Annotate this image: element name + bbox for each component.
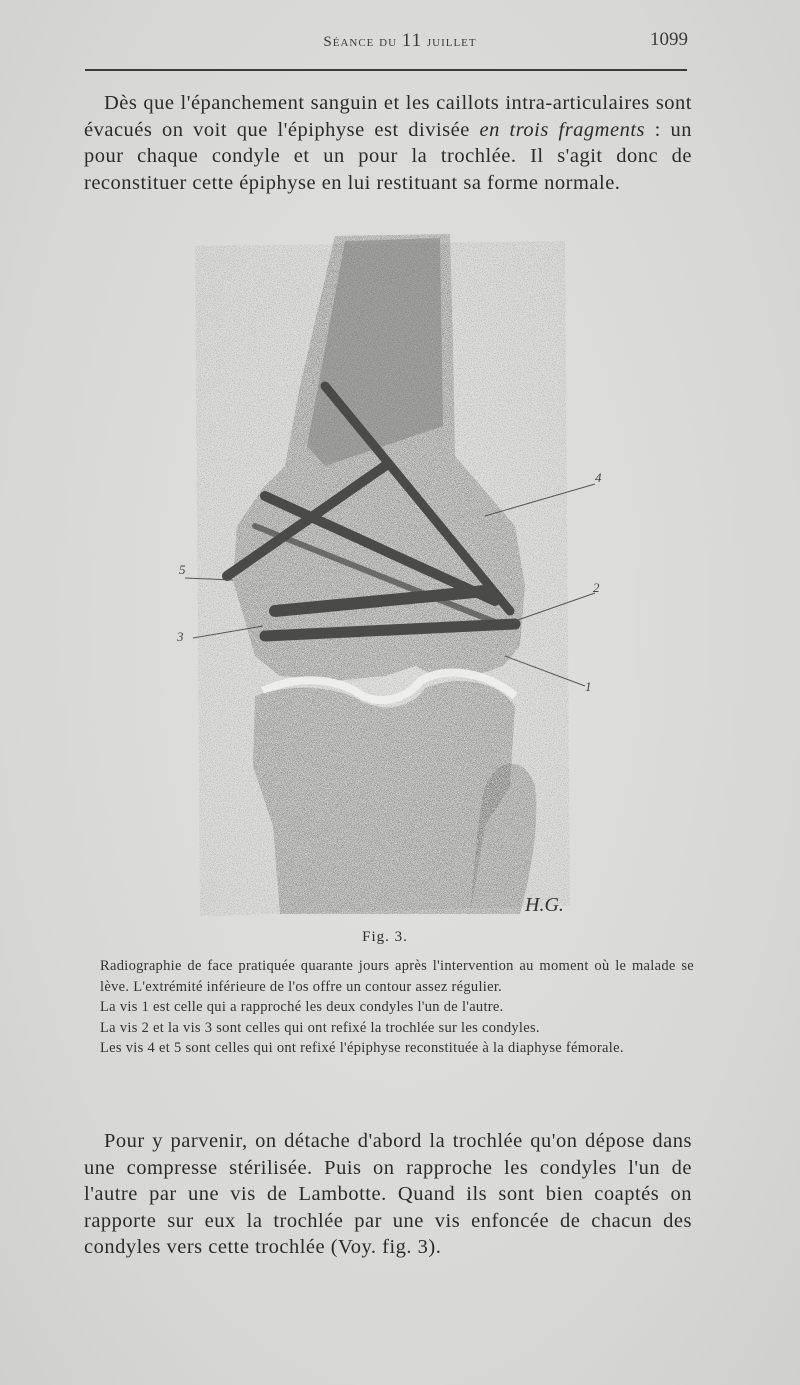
running-title-day: 11 [401, 30, 423, 51]
paragraph-1-text-a: Dès que l'épanchement sanguin et les caillots intra-articulaires sont évacués on voit que l'épiphyse est divisée [84, 92, 692, 141]
caption-line-1: Radiographie de face pratiquée quarante jours après l'intervention au moment où le malade se lève. L'extrémité inférieure de l'os offre un contour assez régulier. [100, 958, 694, 995]
artist-signature: H.G. [525, 894, 564, 916]
paragraph-2 [84, 1128, 692, 1261]
callout-5: 5 [179, 562, 186, 577]
paragraph-1-text-b: : un pour chaque condyle et un pour la trochlée. Il s'agit donc de reconstituer cette épiphyse en lui restituant sa forme normale. [84, 118, 693, 194]
header-rule [85, 69, 687, 71]
running-title-post: juillet [426, 34, 477, 50]
caption-line-3: La vis 2 et la vis 3 sont celles qui ont refixé la trochlée sur les condyles. [100, 1019, 540, 1036]
callout-3: 3 [177, 629, 184, 644]
figure-label: Fig. 3. [362, 929, 408, 945]
caption-line-2: La vis 1 est celle qui a rapproché les deux condyles l'un de l'autre. [100, 999, 504, 1015]
callout-2: 2 [593, 580, 600, 595]
figure-caption [100, 956, 694, 1059]
page-number: 1099 [650, 29, 688, 50]
knee-radiograph-figure [177, 226, 602, 921]
paragraph-1-italic: en trois fragments [479, 118, 645, 141]
paragraph-1 [84, 90, 692, 196]
paragraph-2-text: Pour y parvenir, on détache d'abord la trochlée qu'on dépose dans une compresse stérilisée. Puis on rapproche les condyles l'un de l'autre par une vis de Lambotte. Quand ils sont bien coaptés on rapporte sur eux la trochlée par une vis enfoncée de chacun des condyles vers cette trochlée (Voy. fig. 3). [84, 1130, 692, 1258]
caption-line-4: Les vis 4 et 5 sont celles qui ont refixé l'épiphyse reconstituée à la diaphyse fémorale. [100, 1040, 624, 1056]
running-title-pre: Séance du [323, 34, 398, 50]
callout-4: 4 [595, 470, 602, 485]
callout-1: 1 [585, 679, 592, 694]
